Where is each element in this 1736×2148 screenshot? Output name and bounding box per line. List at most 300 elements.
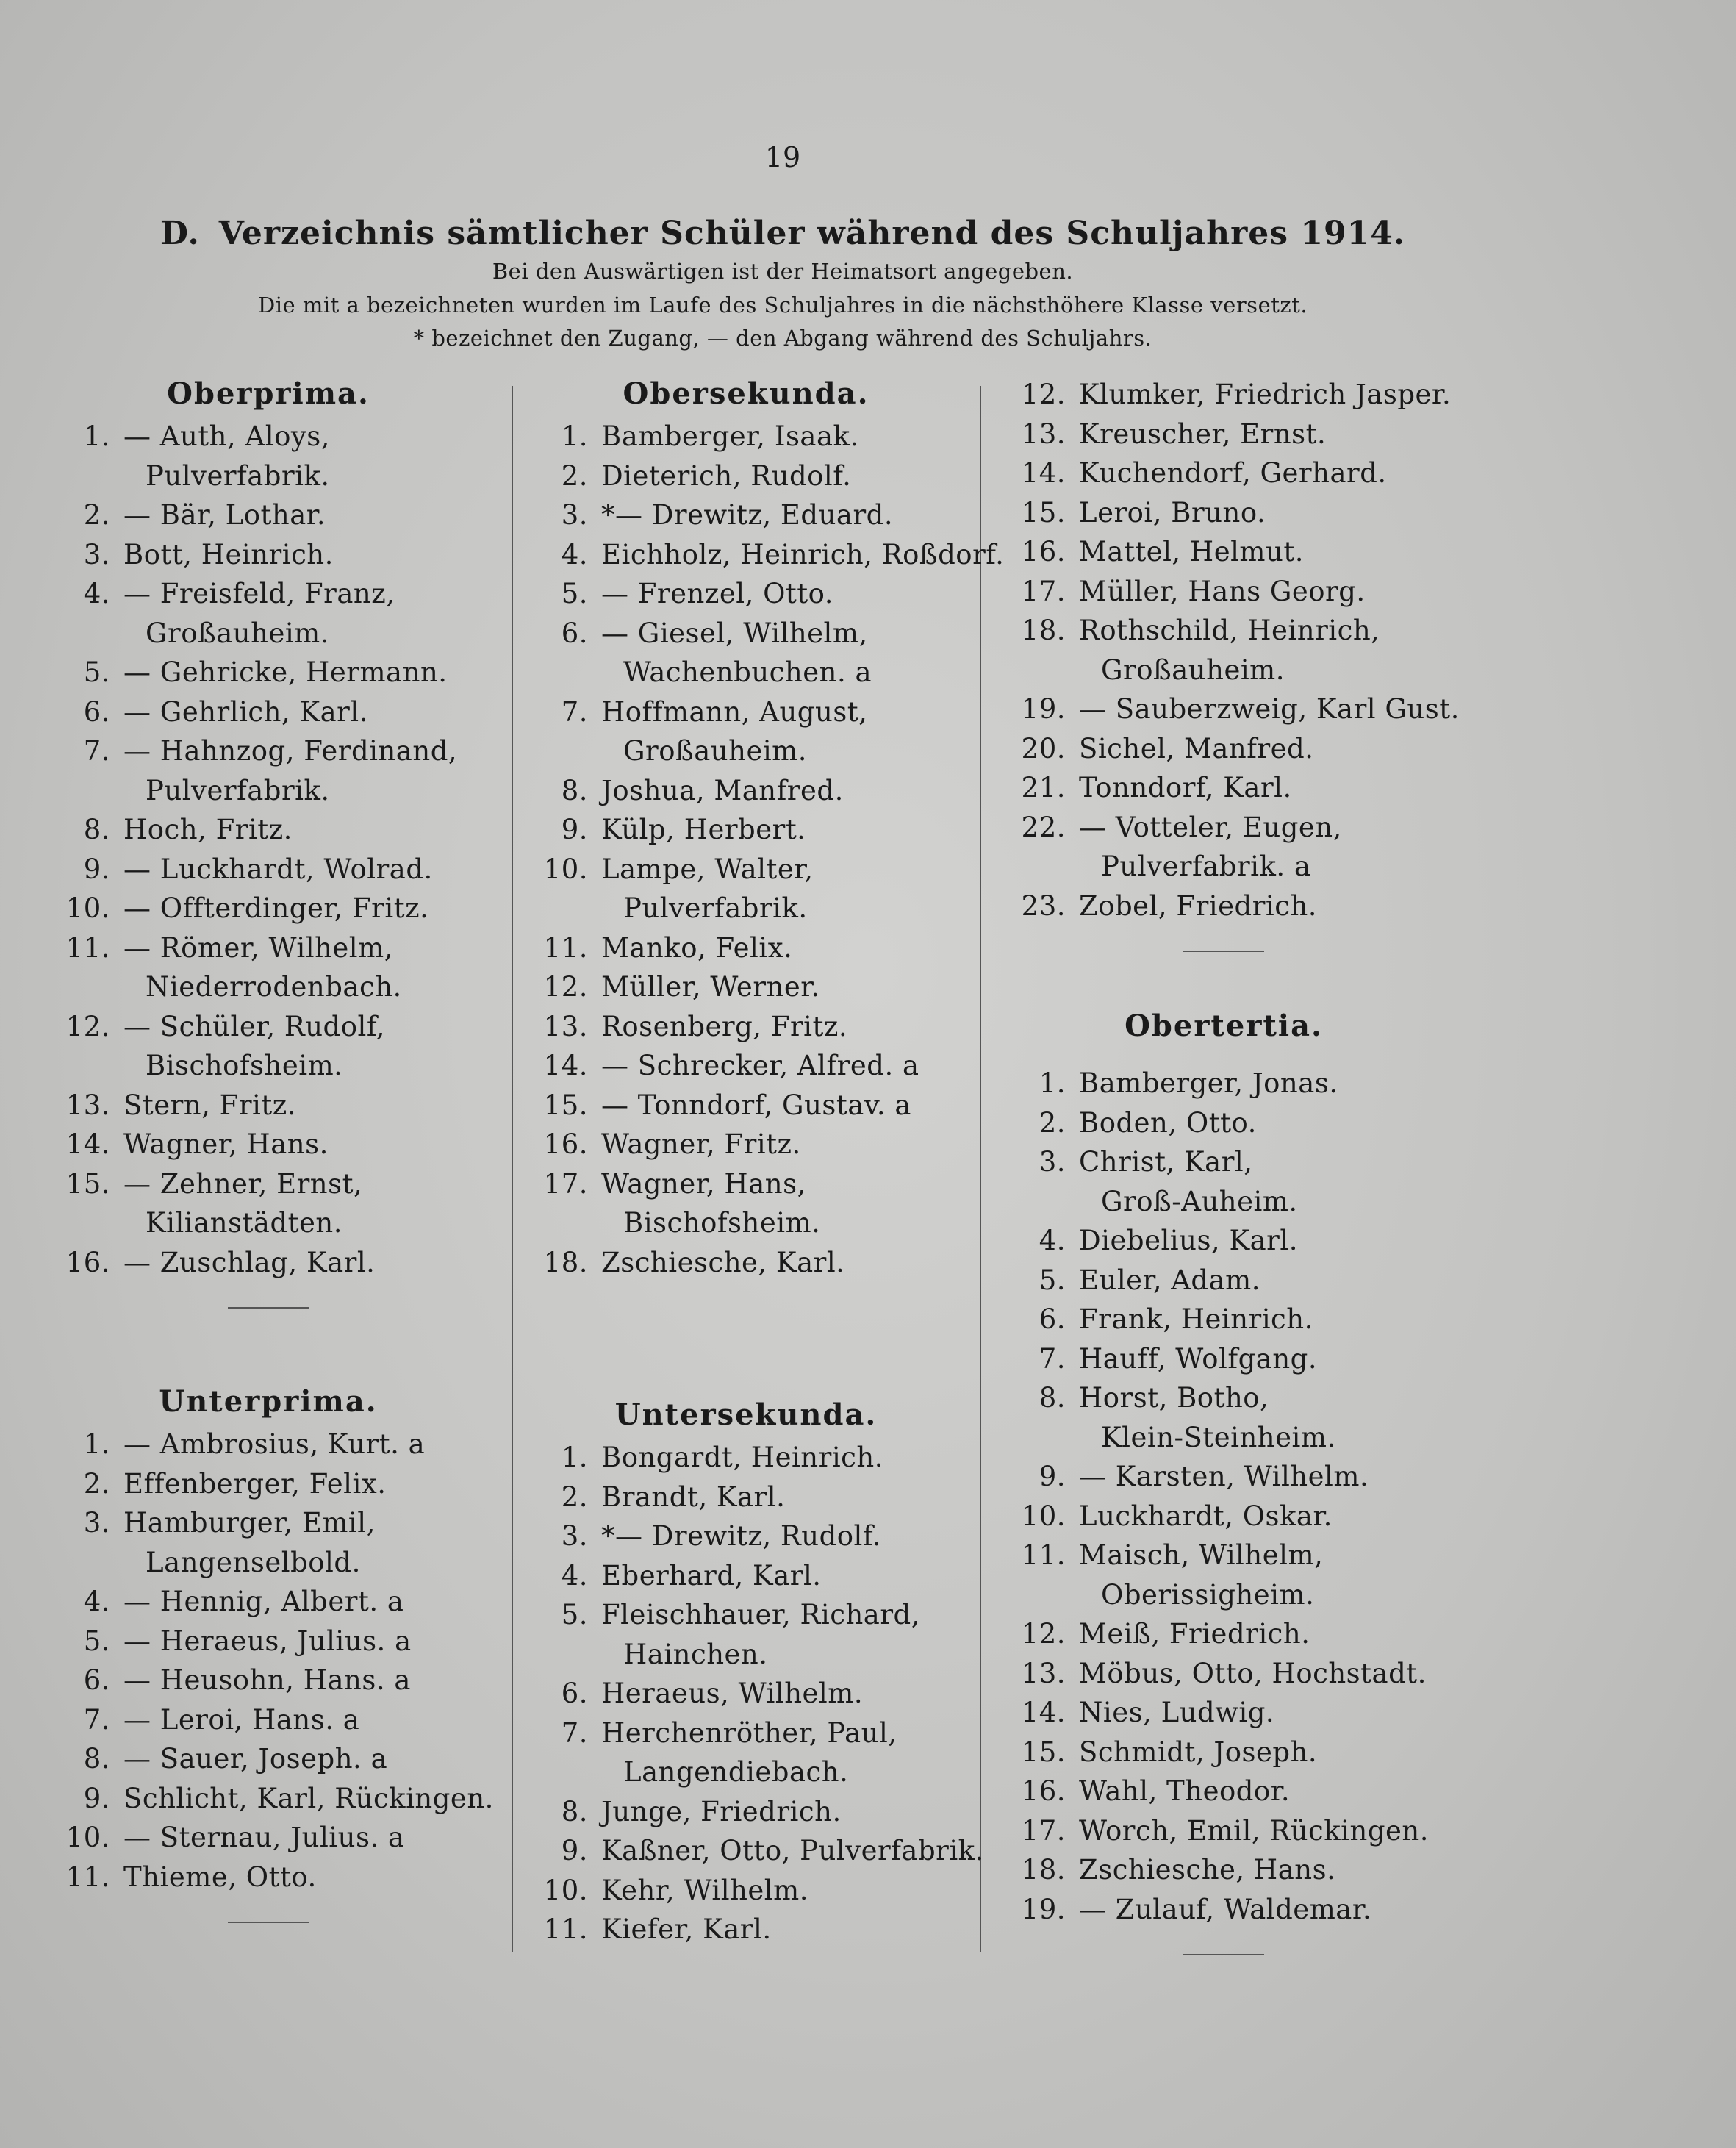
student-name: Euler, Adam. (1079, 1264, 1261, 1296)
entry-number: 3. (561, 499, 588, 531)
entry-number: 6. (1039, 1303, 1066, 1335)
student-name: Mattel, Helmut. (1079, 536, 1304, 568)
list-item (51, 810, 485, 850)
student-name: Bamberger, Isaak. (601, 420, 859, 452)
student-name: — Sternau, Julius. a (123, 1822, 405, 1853)
list-item (51, 653, 485, 692)
student-name: Fleischhauer, Richard, (601, 1599, 920, 1630)
entry-number: 10. (65, 892, 110, 924)
list-item (1007, 1221, 1441, 1261)
list-item (529, 1595, 963, 1635)
entry-number: 2. (83, 1467, 110, 1500)
list-item (1007, 1693, 1441, 1733)
entry-number: 3. (83, 538, 110, 570)
list-item (529, 1478, 963, 1517)
student-name: — Gehricke, Hermann. (123, 656, 448, 688)
student-name: — Freisfeld, Franz, (123, 578, 395, 609)
student-name: — Auth, Aloys, (123, 420, 331, 452)
entry-number: 14. (1021, 1697, 1066, 1728)
column-middle (529, 371, 1005, 1950)
entry-number: 20. (1021, 732, 1066, 765)
column-divider-1 (512, 386, 513, 1952)
list-item (51, 850, 485, 889)
student-name: Kuchendorf, Gerhard. (1079, 457, 1387, 489)
student-name: — Sauberzweig, Karl Gust. (1079, 693, 1460, 725)
student-name: — Heusohn, Hans. a (123, 1664, 411, 1696)
entry-number: 17. (543, 1167, 588, 1200)
list-item (529, 1792, 963, 1832)
entry-number: 15. (65, 1167, 110, 1200)
student-name: Zobel, Friedrich. (1079, 889, 1318, 922)
list-item (51, 1464, 485, 1504)
entry-number: 16. (1021, 1775, 1066, 1807)
list-item (1007, 375, 1452, 415)
entry-number: 1. (561, 420, 588, 452)
student-name: — Zehner, Ernst, (123, 1167, 363, 1200)
list-item (529, 1164, 963, 1204)
list-item (529, 1007, 963, 1047)
note-line-1: Bei den Auswärtigen ist der Heimatsort angegeben. (492, 259, 1074, 284)
list-item (1007, 887, 1441, 926)
section-title: Verzeichnis sämtlicher Schüler während des Schuljahres 1914. (218, 215, 1406, 252)
student-name: Wagner, Hans, (601, 1167, 806, 1200)
section-letter: D. (159, 215, 200, 252)
entry-number: 4. (83, 578, 110, 609)
student-hometown: Pulverfabrik. (146, 459, 330, 492)
list-item (1007, 690, 1460, 729)
list-item (529, 614, 963, 654)
entry-number: 15. (543, 1089, 588, 1121)
student-name: Christ, Karl, (1079, 1146, 1253, 1178)
student-hometown: Kilianstädten. (146, 1207, 342, 1239)
note-line-2: Die mit a bezeichneten wurden im Laufe des Schuljahres in die nächsthöhere Klasse versetzt. (257, 293, 1308, 318)
list-item (529, 495, 963, 535)
student-name: Eichholz, Heinrich, Roßdorf. (601, 538, 1005, 570)
entry-number: 6. (83, 695, 110, 728)
list-item (51, 495, 485, 535)
student-name: — Bär, Lothar. (123, 499, 326, 531)
list-item (51, 692, 485, 732)
student-name: — Hahnzog, Ferdinand, (123, 735, 458, 767)
list-item (1007, 1261, 1441, 1300)
list-item (529, 1438, 963, 1478)
student-hometown: Hainchen. (623, 1638, 768, 1670)
list-item (51, 889, 485, 928)
student-name: Lampe, Walter, (601, 853, 814, 885)
list-item (1007, 611, 1441, 651)
student-hometown: Niederrodenbach. (146, 971, 402, 1003)
student-name: Herchenröther, Paul, (601, 1716, 897, 1749)
list-item (51, 1858, 485, 1897)
student-hometown: Oberissigheim. (1101, 1578, 1315, 1611)
student-name: Wagner, Hans. (123, 1128, 329, 1160)
student-name: *— Drewitz, Rudolf. (601, 1520, 882, 1552)
student-hometown: Langendiebach. (623, 1756, 849, 1788)
section-separator (1183, 951, 1264, 952)
student-name: Schlicht, Karl, Rückingen. (123, 1782, 494, 1814)
entry-number: 9. (1039, 1461, 1066, 1492)
entry-number: 11. (543, 1913, 588, 1945)
entry-number: 10. (543, 1874, 588, 1906)
list-item (51, 1503, 485, 1543)
list-item (529, 928, 963, 968)
entry-number: 5. (83, 1625, 110, 1657)
student-name: Bott, Heinrich. (123, 538, 334, 570)
student-name: Sichel, Manfred. (1079, 732, 1314, 765)
entry-number: 21. (1021, 772, 1066, 803)
student-name: — Römer, Wilhelm, (123, 931, 393, 964)
entry-number: 7. (561, 1716, 588, 1749)
student-name: Brandt, Karl. (601, 1481, 786, 1513)
entry-number: 8. (1039, 1382, 1066, 1414)
student-name: Zschiesche, Hans. (1079, 1854, 1336, 1886)
entry-number: 10. (1021, 1500, 1066, 1532)
student-name: — Schrecker, Alfred. a (601, 1050, 919, 1081)
entry-number: 11. (1021, 1539, 1066, 1571)
entry-number: 7. (1039, 1342, 1066, 1375)
list-item (529, 1714, 963, 1753)
student-name: Luckhardt, Oskar. (1079, 1500, 1333, 1532)
entry-number: 1. (83, 420, 110, 452)
student-name: Tonndorf, Karl. (1079, 772, 1292, 803)
student-name: Leroi, Bruno. (1079, 496, 1266, 529)
entry-number: 1. (83, 1428, 110, 1460)
list-item (1007, 768, 1441, 808)
student-hometown: Großauheim. (623, 735, 808, 767)
entry-number: 9. (83, 853, 110, 885)
entry-number: 8. (561, 1795, 588, 1827)
student-hometown: Langenselbold. (146, 1546, 361, 1578)
student-name: — Leroi, Hans. a (123, 1703, 360, 1736)
list-item (51, 417, 485, 457)
entry-number: 8. (83, 1743, 110, 1775)
list-item (529, 1831, 984, 1871)
list-item (51, 535, 485, 575)
entry-number: 16. (65, 1246, 110, 1278)
student-name: — Offterdinger, Fritz. (123, 892, 429, 924)
student-hometown: Großauheim. (146, 617, 330, 649)
column-right (1007, 375, 1460, 1985)
list-item (1007, 1811, 1441, 1851)
list-item (529, 1517, 963, 1556)
student-name: — Frenzel, Otto. (601, 578, 834, 609)
list-item (1007, 572, 1441, 612)
student-name: Kiefer, Karl. (601, 1913, 772, 1945)
list-item (529, 1556, 963, 1596)
student-name: Kehr, Wilhelm. (601, 1874, 808, 1906)
section-gap (529, 1282, 963, 1392)
entry-number: 2. (561, 1481, 588, 1513)
page-heading (0, 215, 1565, 252)
title-gap (1007, 1049, 1441, 1064)
list-item (529, 417, 963, 457)
entry-number: 9. (561, 814, 588, 845)
entry-number: 22. (1021, 811, 1066, 843)
list-item (51, 928, 485, 968)
list-item (51, 1086, 485, 1125)
student-name: — Zulauf, Waldemar. (1079, 1893, 1372, 1925)
list-item (1007, 1850, 1441, 1890)
student-name: Junge, Friedrich. (601, 1795, 842, 1827)
list-item (1007, 1064, 1441, 1103)
list-item (51, 731, 485, 771)
student-name: Hoffmann, August, (601, 695, 868, 728)
list-item (51, 1739, 485, 1779)
student-name: Boden, Otto. (1079, 1106, 1257, 1139)
entry-number: 19. (1021, 693, 1066, 725)
class-title-obersekunda: Obersekunda. (623, 376, 869, 411)
list-item (51, 1818, 485, 1858)
list-item (51, 1164, 485, 1204)
class-title-untersekunda: Untersekunda. (614, 1397, 878, 1432)
entry-number: 3. (83, 1507, 110, 1539)
entry-number: 9. (83, 1782, 110, 1814)
student-name: Bongardt, Heinrich. (601, 1442, 883, 1473)
student-name: Heraeus, Wilhelm. (601, 1678, 864, 1709)
entry-number: 14. (1021, 457, 1066, 489)
column-divider-2 (980, 386, 981, 1952)
student-hometown: Wachenbuchen. a (623, 656, 872, 688)
entry-number: 2. (1039, 1106, 1066, 1139)
list-item (1007, 1772, 1441, 1811)
student-name: Möbus, Otto, Hochstadt. (1079, 1657, 1427, 1689)
entry-number: 3. (1039, 1146, 1066, 1178)
student-hometown: Großauheim. (1101, 654, 1285, 686)
class-title-oberprima: Oberprima. (167, 376, 370, 411)
list-item (51, 1700, 485, 1740)
student-hometown: Bischofsheim. (623, 1207, 821, 1239)
entry-number: 8. (561, 774, 588, 806)
section-separator (228, 1922, 309, 1923)
list-item (529, 850, 963, 889)
student-name: Bamberger, Jonas. (1079, 1067, 1338, 1099)
student-name: Thieme, Otto. (123, 1861, 317, 1893)
student-name: Hamburger, Emil, (123, 1507, 376, 1539)
entry-number: 12. (65, 1010, 110, 1042)
entry-number: 7. (561, 695, 588, 728)
list-item (529, 574, 963, 614)
entry-number: 1. (1039, 1067, 1066, 1099)
list-item (51, 1661, 485, 1700)
entry-number: 4. (561, 1559, 588, 1592)
entry-number: 4. (83, 1586, 110, 1617)
student-name: Stern, Fritz. (123, 1089, 296, 1121)
entry-number: 19. (1021, 1893, 1066, 1925)
list-item (529, 1243, 963, 1283)
student-name: — Hennig, Albert. a (123, 1586, 404, 1617)
student-name: Worch, Emil, Rückingen. (1079, 1814, 1430, 1847)
entry-number: 13. (543, 1010, 588, 1042)
student-name: Diebelius, Karl. (1079, 1225, 1298, 1256)
student-name: Kaßner, Otto, Pulverfabrik. (601, 1835, 984, 1866)
student-name: Zschiesche, Karl. (601, 1246, 845, 1278)
list-item (1007, 1733, 1441, 1772)
list-item (529, 457, 963, 496)
entry-number: 18. (1021, 615, 1066, 646)
student-name: Rothschild, Heinrich, (1079, 615, 1380, 646)
student-hometown: Klein-Steinheim. (1101, 1421, 1336, 1453)
list-item (1007, 1497, 1441, 1536)
entry-number: 15. (1021, 496, 1066, 529)
entry-number: 17. (1021, 575, 1066, 607)
student-hometown: Pulverfabrik. a (1101, 851, 1311, 882)
list-item (1007, 1339, 1441, 1379)
list-item (1007, 493, 1441, 533)
entry-number: 4. (1039, 1225, 1066, 1256)
class-title-obertertia: Obertertia. (1125, 1009, 1323, 1043)
entry-number: 18. (1021, 1854, 1066, 1886)
list-item (1007, 1378, 1441, 1418)
student-name: Wahl, Theodor. (1079, 1775, 1291, 1807)
list-item (529, 810, 963, 850)
list-item (529, 1674, 963, 1714)
list-item (1007, 415, 1441, 454)
entry-number: 13. (1021, 418, 1066, 450)
list-item (51, 1007, 485, 1047)
entry-number: 1. (561, 1442, 588, 1473)
student-name: Manko, Felix. (601, 931, 793, 964)
entry-number: 11. (543, 931, 588, 964)
list-item (51, 1125, 485, 1164)
student-name: — Schüler, Rudolf, (123, 1010, 385, 1042)
page-number: 19 (764, 141, 801, 173)
list-item (51, 1582, 485, 1622)
student-name: Müller, Werner. (601, 971, 820, 1003)
list-item (1007, 532, 1441, 572)
student-name: Hauff, Wolfgang. (1079, 1342, 1318, 1375)
entry-number: 5. (561, 1599, 588, 1630)
list-item (1007, 1300, 1441, 1339)
entry-number: 3. (561, 1520, 588, 1552)
student-hometown: Pulverfabrik. (146, 774, 330, 806)
list-item (1007, 1142, 1441, 1182)
entry-number: 13. (65, 1089, 110, 1121)
student-name: Wagner, Fritz. (601, 1128, 801, 1160)
entry-number: 6. (561, 1678, 588, 1709)
entry-number: 10. (65, 1822, 110, 1853)
entry-number: 12. (1021, 379, 1066, 410)
list-item (529, 692, 963, 732)
list-item (529, 967, 963, 1007)
list-item (529, 1871, 963, 1911)
student-name: — Tonndorf, Gustav. a (601, 1089, 911, 1121)
list-item (51, 1622, 485, 1661)
entry-number: 14. (543, 1050, 588, 1081)
entry-number: 5. (1039, 1264, 1066, 1296)
entry-number: 11. (65, 1861, 110, 1893)
entry-number: 8. (83, 814, 110, 845)
entry-number: 23. (1021, 889, 1066, 922)
student-name: Rosenberg, Fritz. (601, 1010, 848, 1042)
list-item (529, 1910, 963, 1950)
student-hometown: Bischofsheim. (146, 1050, 343, 1081)
student-name: Joshua, Manfred. (601, 774, 844, 806)
student-name: — Gehrlich, Karl. (123, 695, 368, 728)
list-item (1007, 1654, 1441, 1694)
list-item (1007, 1103, 1441, 1143)
student-name: — Sauer, Joseph. a (123, 1743, 388, 1775)
student-name: — Luckhardt, Wolrad. (123, 853, 433, 885)
entry-number: 16. (1021, 536, 1066, 568)
student-name: Hoch, Fritz. (123, 814, 293, 845)
entry-number: 9. (561, 1835, 588, 1866)
student-name: — Giesel, Wilhelm, (601, 617, 868, 649)
student-name: Klumker, Friedrich Jasper. (1079, 379, 1452, 410)
list-item (529, 1125, 963, 1164)
entry-number: 5. (561, 578, 588, 609)
entry-number: 2. (83, 499, 110, 531)
list-item (51, 1425, 485, 1464)
list-item (529, 535, 1005, 575)
entry-number: 12. (543, 971, 588, 1003)
entry-number: 18. (543, 1246, 588, 1278)
entry-number: 12. (1021, 1618, 1066, 1650)
student-name: Eberhard, Karl. (601, 1559, 822, 1592)
note-line-3: * bezeichnet den Zugang, — den Abgang während des Schuljahrs. (413, 326, 1152, 351)
student-name: Nies, Ludwig. (1079, 1697, 1275, 1728)
student-name: Meiß, Friedrich. (1079, 1618, 1310, 1650)
list-item (1007, 1890, 1441, 1930)
list-item (1007, 808, 1441, 848)
student-name: Maisch, Wilhelm, (1079, 1539, 1324, 1571)
list-item (1007, 454, 1441, 493)
entry-number: 6. (561, 617, 588, 649)
entry-number: 7. (83, 1703, 110, 1736)
student-name: Külp, Herbert. (601, 814, 806, 845)
student-name: Dieterich, Rudolf. (601, 459, 852, 492)
entry-number: 10. (543, 853, 588, 885)
student-name: Müller, Hans Georg. (1079, 575, 1366, 607)
entry-number: 7. (83, 735, 110, 767)
section-separator (228, 1307, 309, 1309)
list-item (1007, 1457, 1441, 1497)
entry-number: 15. (1021, 1736, 1066, 1768)
list-item (1007, 1536, 1441, 1575)
student-name: Effenberger, Felix. (123, 1467, 387, 1500)
entry-number: 11. (65, 931, 110, 964)
student-name: Schmidt, Joseph. (1079, 1736, 1318, 1768)
student-hometown: Pulverfabrik. (623, 892, 808, 924)
student-name: — Ambrosius, Kurt. a (123, 1428, 426, 1460)
student-name: — Karsten, Wilhelm. (1079, 1461, 1369, 1492)
student-hometown: Groß-Auheim. (1101, 1185, 1298, 1217)
student-name: Horst, Botho, (1079, 1382, 1269, 1414)
entry-number: 17. (1021, 1814, 1066, 1847)
student-name: — Heraeus, Julius. a (123, 1625, 412, 1657)
student-name: — Zuschlag, Karl. (123, 1246, 376, 1278)
list-item (51, 574, 485, 614)
list-item (1007, 1614, 1441, 1654)
class-title-unterprima: Unterprima. (159, 1384, 378, 1419)
list-item (529, 1086, 963, 1125)
column-left (51, 371, 494, 1952)
student-name: Kreuscher, Ernst. (1079, 418, 1327, 450)
list-item (529, 771, 963, 811)
list-item (1007, 729, 1441, 769)
entry-number: 14. (65, 1128, 110, 1160)
entry-number: 13. (1021, 1657, 1066, 1689)
student-name: Frank, Heinrich. (1079, 1303, 1313, 1335)
student-name: *— Drewitz, Eduard. (601, 499, 894, 531)
section-separator (1183, 1954, 1264, 1955)
entry-number: 16. (543, 1128, 588, 1160)
entry-number: 2. (561, 459, 588, 492)
list-item (51, 1243, 485, 1283)
entry-number: 5. (83, 656, 110, 688)
student-name: — Votteler, Eugen, (1079, 811, 1342, 843)
entry-number: 4. (561, 538, 588, 570)
list-item (51, 1779, 494, 1819)
